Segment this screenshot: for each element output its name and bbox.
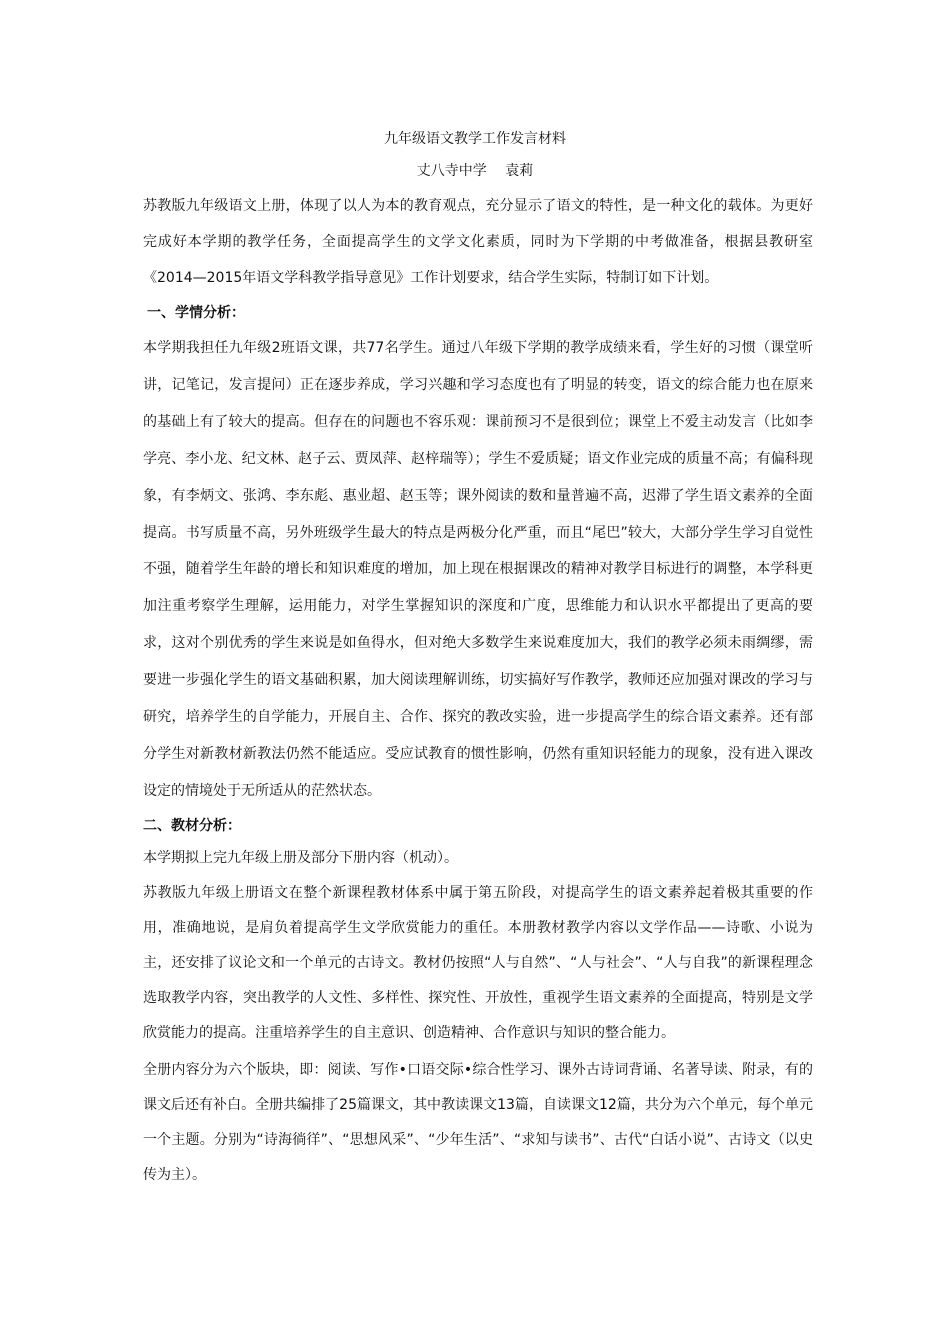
textbook-analysis-line: 本学期拟上完九年级上册及部分下册内容（机动）。 [143,850,458,866]
document-title: 九年级语文教学工作发言材料 [384,131,566,147]
intro-paragraph: 苏教版九年级语文上册，体现了以人为本的教育观点，充分显示了语文的特性，是一种文化的载体。为更好完成好本学期的教学任务，全面提高学生的文学文化素质，同时为下学期的中考做准备，根据县教研室《2014—2015年语文学科教学指导意见》工作计划要求，结合学生实际，特制订如下计划。 [143,198,813,286]
student-analysis-paragraph: 本学期我担任九年级2班语文课，共77名学生。通过八年级下学期的教学成绩来看，学生好的习惯（课堂听讲，记笔记，发言提问）正在逐步养成，学习兴趣和学习态度也有了明显的转变，语文的综合能力也在原来的基础上有了较大的提高。但存在的问题也不容乐观：课前预习不是很到位；课堂上不爱主动发言（比如李学亮、李小龙、纪文林、赵子云、贾凤萍、赵梓瑞等）；学生不爱质疑；语文作业完成的质量不高；有偏科现象，有李炳文、张鸿、李东彪、惠业超、赵玉等；课外阅读的数和量普遍不高，迟滞了学生语文素养的全面提高。书写质量不高，另外班级学生最大的特点是两极分化严重，而且“尾巴”较大，大部分学生学习自觉性不强，随着学生年龄的增长和知识难度的增加，加上现在根据课改的精神对教学目标进行的调整，本学科更加注重考察学生理解，运用能力，对学生掌握知识的深度和广度，思维能力和认识水平都提出了更高的要求，这对个别优秀的学生来说是如鱼得水，但对绝大多数学生来说难度加大，我们的教学必须未雨绸缪，需要进一步强化学生的语文基础积累，加大阅读理解训练，切实搞好写作教学，教师还应加强对课改的学习与研究，培养学生的自学能力，开展自主、合作、探究的教改实验，进一步提高学生的综合语文素养。还有部分学生对新教材新教法仍然不能适应。受应试教育的惯性影响，仍然有重知识轻能力的现象，没有进入课改设定的情境处于无所适从的茫然状态。 [143,340,813,799]
section-heading-student-analysis: 一、学情分析： [147,305,245,321]
section-heading-textbook-analysis: 二、教材分析： [143,818,241,834]
author-line: 丈八寺中学 袁莉 [416,163,534,179]
textbook-analysis-paragraph: 苏教版九年级上册语文在整个新课程教材体系中属于第五阶段，对提高学生的语文素养起着极其重要的作用，准确地说，是肩负着提高学生文学欣赏能力的重任。本册教材教学内容以文学作品——诗歌、小说为主，还安排了议论文和一个单元的古诗文。教材仍按照“人与自然”、“人与社会”、“人与自我”的新课程理念选取教学内容，突出教学的人文性、多样性、探究性、开放性，重视学生语文素养的全面提高，特别是文学欣赏能力的提高。注重培养学生的自主意识、创造精神、合作意识与知识的整合能力。 [143,885,813,1041]
textbook-contents-paragraph: 全册内容分为六个版块，即：阅读、写作•口语交际•综合性学习、课外古诗词背诵、名著导读、附录，有的课文后还有补白。全册共编排了25篇课文，其中教读课文13篇，自读课文12篇，共分为六个单元，每个单元一个主题。分别为“诗海徜徉”、“思想风采”、“少年生活”、“求知与读书”、古代“白话小说”、古诗文（以史传为主）。 [143,1062,813,1183]
